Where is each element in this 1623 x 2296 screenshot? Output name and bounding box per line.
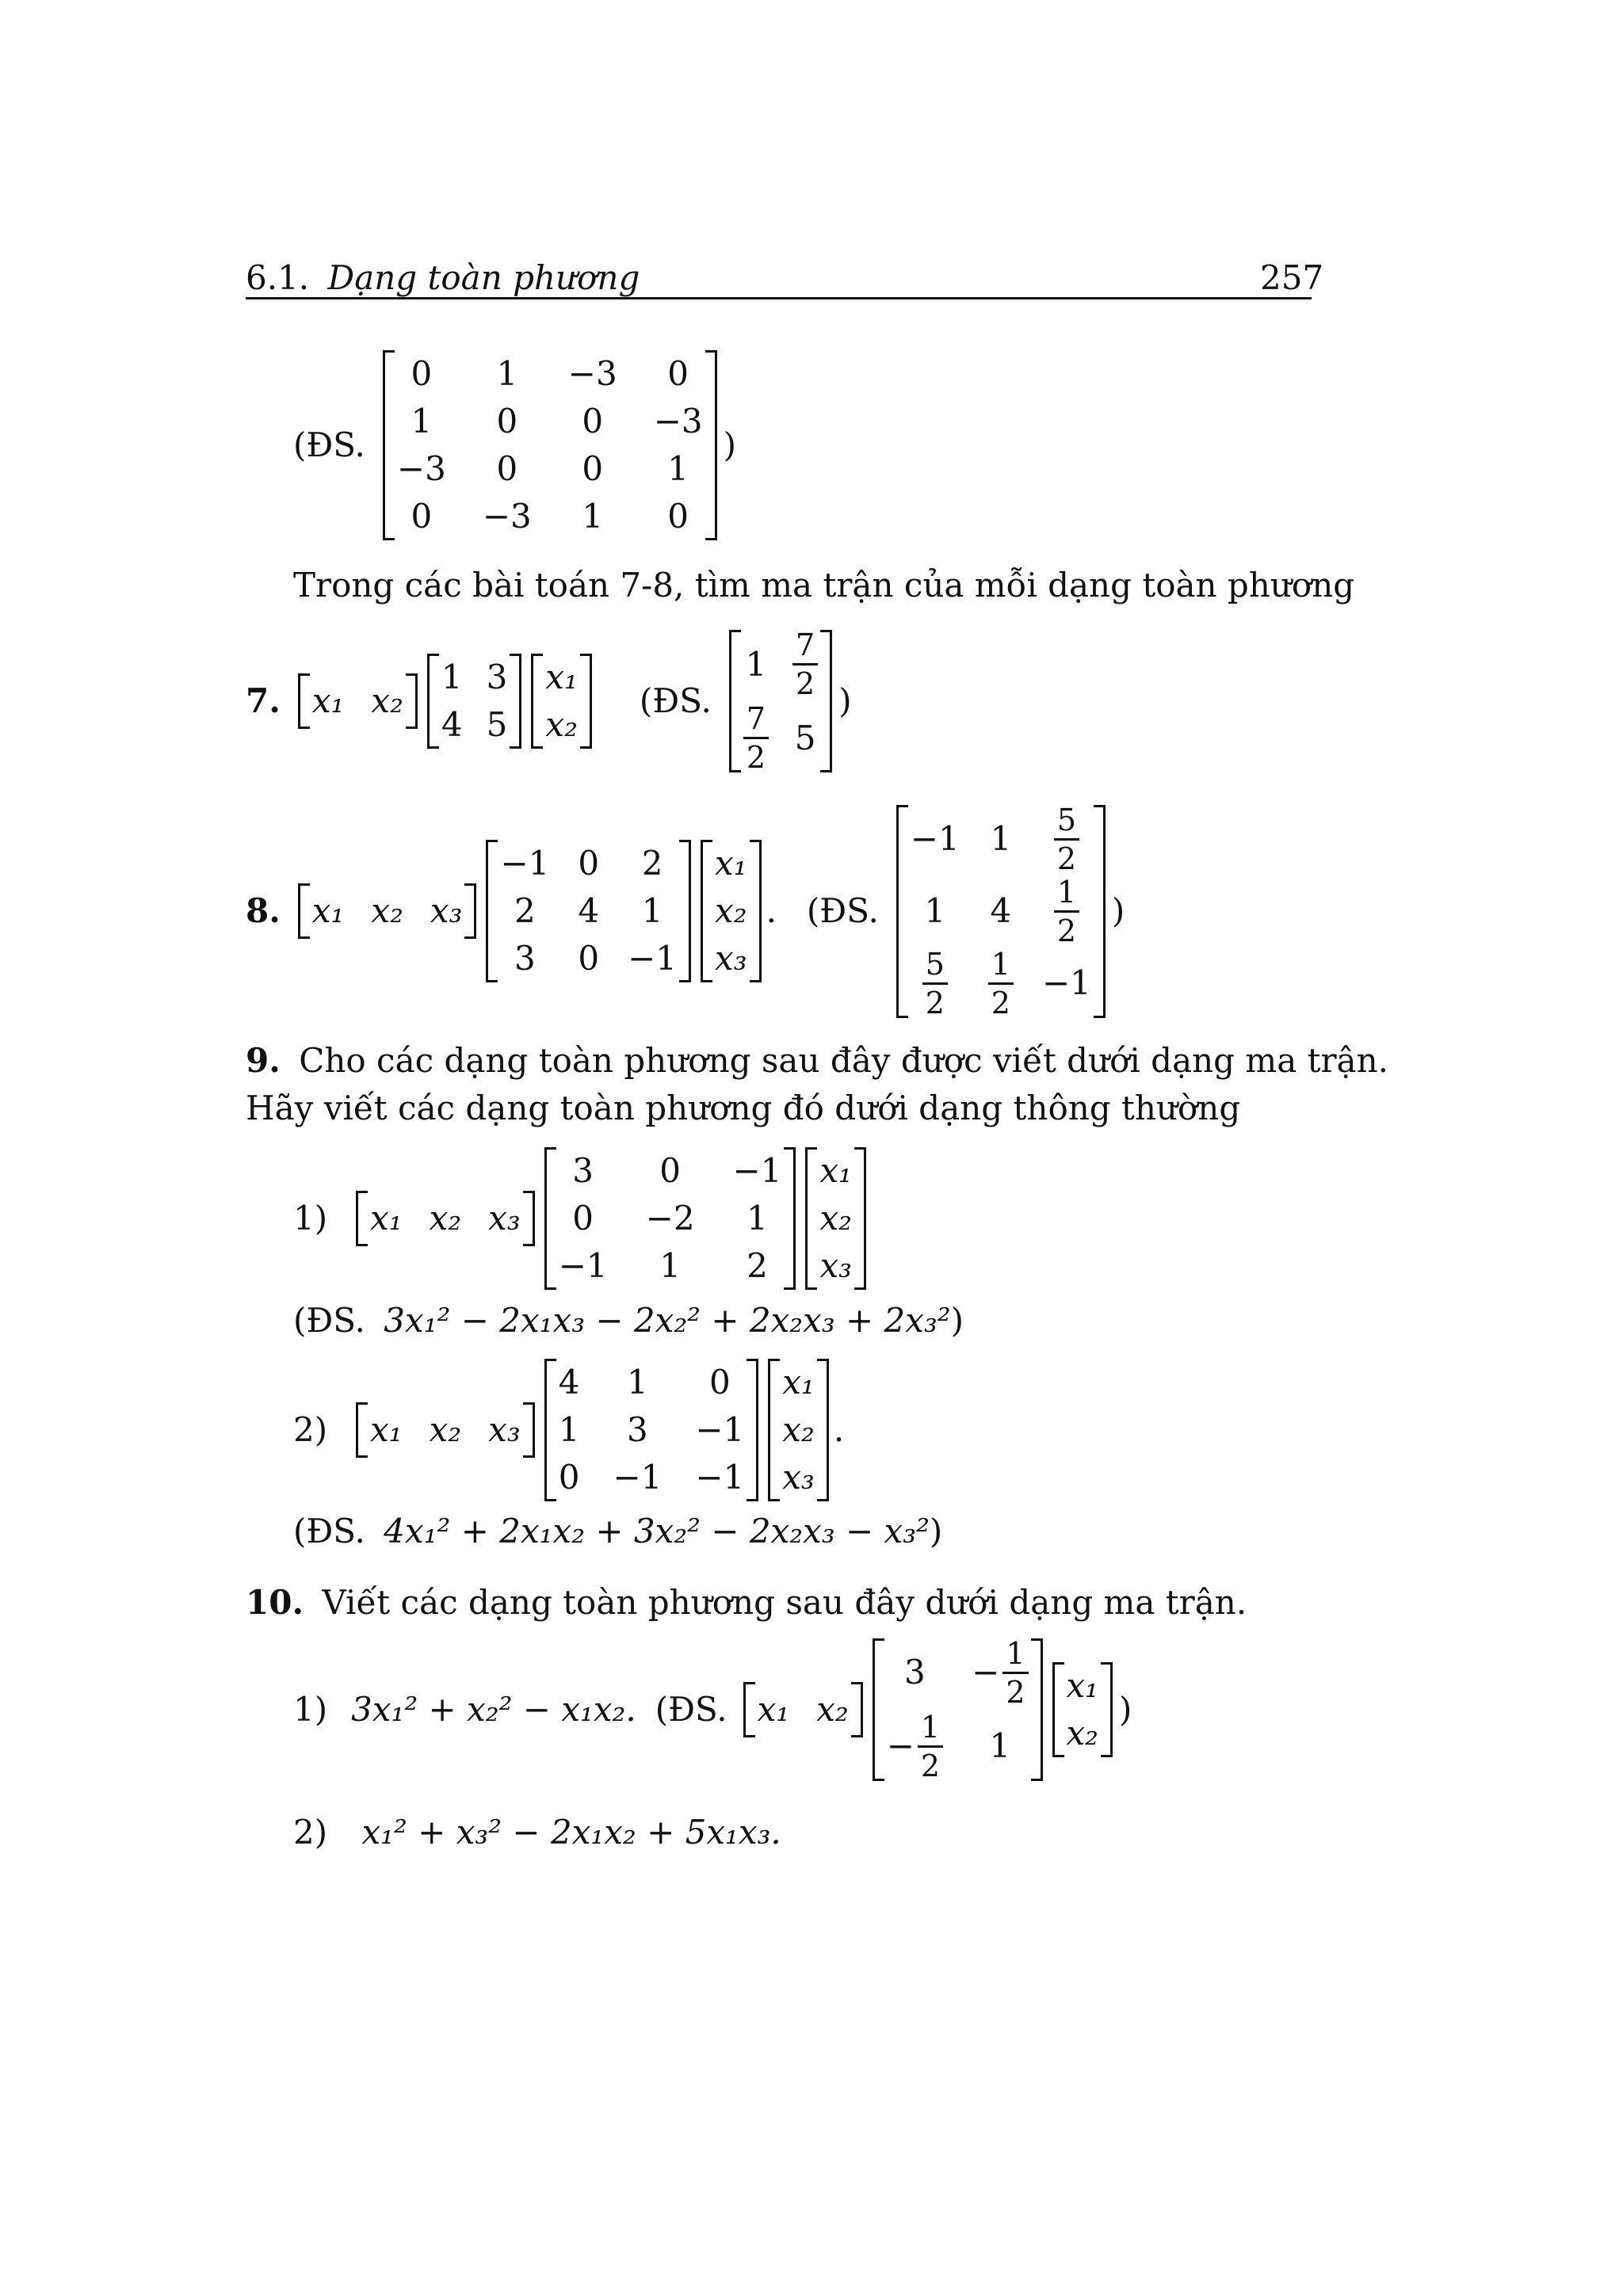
matrix-cell: 1	[496, 354, 518, 393]
column-vector: x₁ x₂ x₃	[701, 840, 762, 982]
matrix-cell: 0	[572, 1198, 594, 1238]
matrix-cell: 0	[667, 497, 689, 536]
matrix-cell: −3	[567, 354, 617, 393]
problem-9-sub1: 1) x₁ x₂ x₃ 3 0 −1 0 −2 1 −1 1 2 x₁ x₂ x₃	[293, 1145, 866, 1291]
coefficient-matrix	[427, 654, 521, 749]
matrix-cell: −1	[695, 1457, 745, 1497]
matrix-cell: 0	[708, 1362, 731, 1402]
answer-matrix: −1 1 $\frac{5}{2}$ 1 4 $\frac{1}{2}$ $\frac{5}{2}$ $\frac{1}{2}$ −1	[896, 805, 1106, 1018]
problem-9-line2: Hãy viết các dạng toàn phương đó dưới dạng thông thường	[246, 1089, 1241, 1127]
close-paren: )	[1111, 891, 1125, 930]
matrix-cell: −3	[482, 497, 532, 536]
matrix-cell: 4	[558, 1362, 580, 1402]
problem-10-line: 10. Viết các dạng toàn phương sau đây dưới dạng ma trận.	[246, 1583, 1247, 1622]
row-vector: x₁ x₂	[298, 673, 418, 729]
coefficient-matrix	[544, 1147, 796, 1290]
problem-9-sub1-answer: (ĐS. 3x₁² − 2x₁x₃ − 2x₂² + 2x₂x₃ + 2x₃²)	[293, 1301, 964, 1340]
matrix-cell: 4	[578, 891, 600, 930]
matrix-cell: 0	[411, 354, 433, 393]
matrix-cell: 3	[486, 658, 508, 696]
matrix-cell: 1	[441, 658, 463, 696]
problem-10-sub1: 1) 3x₁² + x₂² − x₁x₂. (ĐS. x₁ x₂ 3 − $\frac{1}{2}$ − $\frac{1}{2}$ 1 x₁ x₂ )	[293, 1635, 1132, 1783]
matrix-cell: 1	[659, 1245, 681, 1285]
matrix-cell: 0	[558, 1457, 580, 1497]
matrix-cell: 5	[486, 705, 508, 744]
matrix-cell: 0	[496, 402, 518, 441]
row-vector: x₁ x₂ x₃	[356, 1402, 535, 1458]
matrix-cell: −1	[558, 1245, 608, 1285]
problem-9-sub2-answer: (ĐS. 4x₁² + 2x₁x₂ + 3x₂² − 2x₂x₃ − x₃²)	[293, 1512, 943, 1550]
matrix-cell: 1	[558, 1409, 580, 1449]
matrix-cell: −1	[500, 844, 550, 883]
answer-prefix: (ĐS.	[806, 891, 879, 930]
coefficient-matrix	[486, 840, 691, 982]
matrix-cell: 3	[514, 939, 536, 978]
matrix-cell: −3	[396, 449, 446, 488]
matrix-cell: 0	[578, 844, 600, 883]
answer-matrix: 1 $\frac{7}{2}$ $\frac{7}{2}$ 5	[729, 630, 832, 772]
matrix-cell: 0	[582, 402, 604, 441]
matrix-cell: 0	[578, 939, 600, 978]
prev-answer	[293, 354, 736, 536]
answer-prefix: (ĐS.	[639, 681, 712, 720]
problem-8	[246, 796, 1125, 1026]
section-title: Dạng toàn phương	[327, 258, 640, 297]
matrix-cell: 0	[659, 1150, 681, 1190]
problem-9-sub2: 2) x₁ x₂ x₃ 4 1 0 1 3 −1 0 −1 −1 x₁ x₂ x₃ .	[293, 1356, 844, 1503]
matrix-cell: 3	[627, 1409, 648, 1449]
column-vector: x₁ x₂ x₃	[768, 1359, 829, 1501]
matrix-cell: 1	[747, 1198, 768, 1238]
problem-number: 8.	[246, 891, 281, 930]
column-vector: x₁ x₂	[1052, 1662, 1113, 1757]
matrix-cell: −3	[653, 402, 703, 441]
matrix-cell: −2	[645, 1198, 695, 1238]
close-paren: )	[723, 425, 736, 464]
section-number: 6.1.	[246, 258, 310, 297]
problem-number: 10.	[246, 1583, 304, 1622]
period: .	[766, 891, 777, 930]
problem-10-sub2: 2) x₁² + x₃² − 2x₁x₂ + 5x₁x₃.	[293, 1813, 781, 1852]
matrix-cell: 0	[667, 354, 689, 393]
coefficient-matrix	[544, 1359, 759, 1501]
intro-7-8: Trong các bài toán 7-8, tìm ma trận của mỗi dạng toàn phương	[293, 566, 1355, 605]
matrix-cell: 1	[627, 1362, 648, 1402]
matrix-cell: −1	[628, 939, 678, 978]
matrix-cell: 2	[641, 844, 663, 883]
matrix-cell: −1	[613, 1457, 663, 1497]
matrix-cell: 1	[641, 891, 663, 930]
matrix-cell: 0	[582, 449, 604, 488]
header-section	[246, 258, 640, 297]
matrix-cell: 1	[582, 497, 604, 536]
row-vector: x₁ x₂ x₃	[356, 1191, 535, 1246]
answer-matrix: 3 − $\frac{1}{2}$ − $\frac{1}{2}$ 1	[873, 1638, 1043, 1781]
matrix-cell: 3	[572, 1150, 594, 1190]
column-vector: x₁ x₂	[531, 654, 592, 749]
header-rule	[246, 297, 1312, 299]
matrix-cell: 1	[411, 402, 433, 441]
answer-matrix	[383, 350, 717, 540]
page-number: 257	[1260, 258, 1324, 297]
matrix-cell: 0	[496, 449, 518, 488]
row-vector: x₁ x₂ x₃	[298, 883, 477, 939]
problem-7	[246, 626, 852, 776]
close-paren: )	[838, 681, 852, 720]
matrix-cell: 2	[747, 1245, 768, 1285]
problem-number: 7.	[246, 681, 281, 720]
column-vector: x₁ x₂ x₃	[805, 1147, 866, 1290]
matrix-cell: −1	[732, 1150, 782, 1190]
matrix-cell: −1	[695, 1409, 745, 1449]
row-vector: x₁ x₂	[743, 1682, 863, 1737]
answer-prefix: (ĐS.	[293, 425, 365, 464]
problem-number: 9.	[246, 1041, 281, 1080]
matrix-cell: 4	[441, 705, 463, 744]
matrix-cell: 1	[667, 449, 689, 488]
matrix-cell: 0	[411, 497, 433, 536]
matrix-cell: 2	[514, 891, 536, 930]
problem-9-line1: 9. Cho các dạng toàn phương sau đây được viết dưới dạng ma trận.	[246, 1041, 1389, 1080]
